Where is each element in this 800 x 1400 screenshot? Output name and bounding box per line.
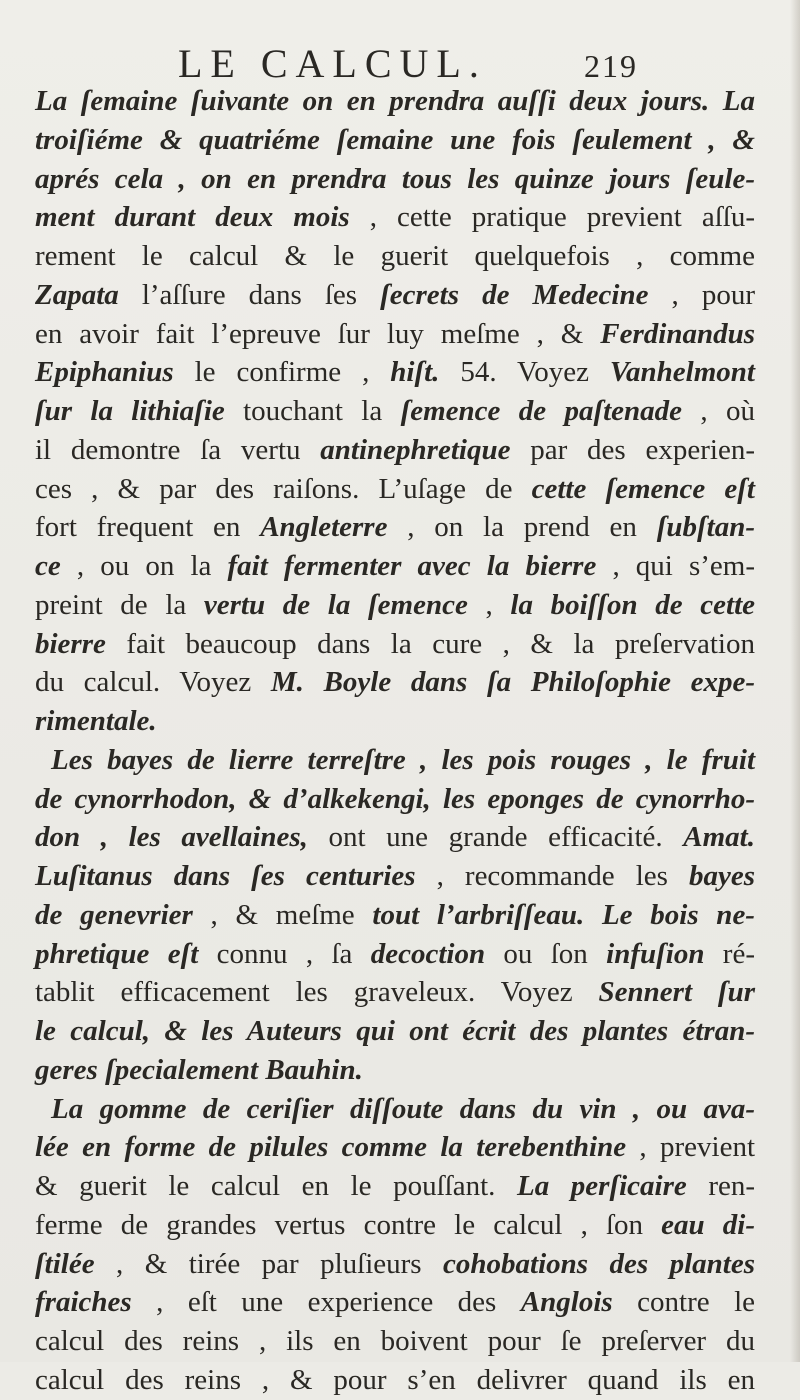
- text-line: [35, 121, 755, 160]
- text-segment: , ou on la: [60, 550, 228, 582]
- text-line: [35, 1245, 755, 1284]
- italic-segment: ſemence de paſtenade: [400, 395, 683, 427]
- italic-segment: ce: [35, 550, 61, 582]
- text-line: [35, 1167, 755, 1206]
- italic-segment: ſecrets de Medecine: [380, 278, 649, 311]
- text-line: [35, 663, 755, 702]
- text-line: [35, 780, 755, 819]
- text-segment: , on la prend en: [387, 511, 657, 544]
- page-header: [178, 40, 638, 88]
- italic-segment: don , les avellaines,: [35, 821, 308, 854]
- text-segment: fait beaucoup dans la cure , & la preſervation: [105, 627, 755, 660]
- italic-segment: la boiſſon de cette: [510, 588, 755, 621]
- text-segment: connu , ſa: [198, 937, 371, 970]
- text-line: [35, 315, 755, 354]
- text-line: [35, 82, 755, 121]
- italic-segment: aprés cela , on en prendra tous les quinze jours ſeule-: [35, 162, 755, 195]
- text-line: [35, 1051, 755, 1090]
- italic-segment: fait fermenter avec la bierre: [227, 550, 597, 582]
- text-segment: preint de la: [35, 588, 204, 621]
- text-segment: , qui s’em-: [596, 550, 755, 582]
- text-segment: , où: [682, 395, 755, 427]
- italic-segment: cohobations des plantes: [443, 1247, 755, 1280]
- text-line: [35, 1283, 755, 1322]
- text-line: [35, 1322, 755, 1361]
- text-line: [35, 1128, 755, 1167]
- text-line: [35, 973, 755, 1012]
- text-segment: par des experien-: [510, 433, 755, 466]
- text-line: [35, 470, 755, 509]
- text-segment: , recommande les: [415, 860, 689, 892]
- text-line: [35, 237, 755, 276]
- text-segment: ces , & par des raiſons. L’uſage de: [35, 472, 532, 505]
- italic-segment: tout l’arbriſſeau. Le bois ne-: [372, 898, 755, 931]
- text-segment: ou ſon: [485, 937, 607, 970]
- text-line: [35, 702, 755, 741]
- text-line: [35, 160, 755, 199]
- text-line: [35, 392, 755, 431]
- italic-segment: ſur la lithiaſie: [35, 395, 225, 427]
- text-line: [35, 935, 755, 974]
- text-segment: en avoir fait l’epreuve ſur luy meſme , &: [35, 317, 601, 350]
- text-line: [35, 198, 755, 237]
- italic-segment: geres ſpecialement Bauhin.: [35, 1053, 363, 1086]
- text-line: [35, 1090, 755, 1129]
- text-line: [35, 276, 755, 315]
- italic-segment: Anglois: [520, 1286, 613, 1319]
- italic-segment: ſubſtan-: [656, 511, 755, 544]
- text-segment: ferme de grandes vertus contre le calcul , ſon: [35, 1208, 662, 1241]
- italic-segment: Ferdinandus: [600, 317, 755, 350]
- text-segment: ,: [467, 588, 511, 621]
- italic-segment: La perſicaire: [517, 1170, 687, 1202]
- italic-segment: vertu de la ſemence: [203, 588, 468, 621]
- text-segment: , previent: [626, 1131, 756, 1164]
- text-line: [35, 1206, 755, 1245]
- italic-segment: de genevrier: [35, 898, 193, 931]
- text-segment: l’aſſure dans ſes: [118, 278, 381, 311]
- text-segment: 54. Voyez: [439, 356, 610, 389]
- italic-segment: Amat.: [683, 821, 755, 854]
- text-line: [35, 353, 755, 392]
- text-segment: contre le: [612, 1286, 756, 1319]
- italic-segment: Zapata: [35, 278, 119, 311]
- text-segment: du calcul. Voyez: [35, 666, 271, 699]
- italic-segment: le calcul, & les Auteurs qui ont écrit des plantes étran-: [35, 1015, 755, 1047]
- text-line: [35, 741, 755, 780]
- italic-segment: Sennert ſur: [598, 976, 755, 1009]
- text-line: [35, 586, 755, 625]
- text-segment: ont une grande efficacité.: [307, 821, 684, 854]
- text-segment: calcul des reins , & pour s’en delivrer quand ils en: [35, 1363, 755, 1396]
- text-segment: , cette pratique previent aſſu-: [349, 201, 755, 234]
- italic-segment: eau di-: [661, 1208, 756, 1241]
- italic-segment: lée en forme de pilules comme la terebenthine: [35, 1131, 627, 1164]
- text-segment: ré-: [704, 937, 755, 970]
- text-segment: touchant la: [224, 395, 401, 427]
- italic-segment: rimentale.: [35, 705, 157, 737]
- italic-segment: Luſitanus dans ſes centuries: [35, 860, 416, 892]
- italic-segment: fraiches: [35, 1286, 132, 1319]
- italic-segment: cette ſemence eſt: [531, 472, 755, 505]
- text-segment: , pour: [648, 278, 755, 311]
- italic-segment: Les bayes de lierre terreſtre , les pois rouges , le fruit: [51, 743, 755, 776]
- text-segment: ren-: [686, 1170, 756, 1202]
- text-segment: rement le calcul & le guerit quelquefois , comme: [35, 240, 755, 272]
- text-segment: fort frequent en: [35, 511, 261, 544]
- italic-segment: antinephretique: [320, 433, 511, 466]
- italic-segment: La gomme de ceriſier diſſoute dans du vin , ou ava-: [51, 1092, 755, 1125]
- text-segment: le confirme ,: [173, 356, 391, 389]
- italic-segment: La ſemaine ſuivante on en prendra auſſi deux jours. La: [35, 85, 755, 117]
- italic-segment: hiſt.: [390, 356, 440, 389]
- italic-segment: decoction: [370, 937, 486, 970]
- italic-segment: M. Boyle dans ſa Philoſophie expe-: [270, 666, 756, 699]
- body-text: [35, 82, 755, 1400]
- page-edge-shadow: [790, 0, 800, 1362]
- italic-segment: Vanhelmont: [609, 356, 755, 389]
- text-line: [35, 625, 755, 664]
- text-line: [35, 1361, 755, 1400]
- italic-segment: bierre: [35, 627, 106, 660]
- text-line: [35, 508, 755, 547]
- text-segment: , eſt une experience des: [131, 1286, 521, 1319]
- text-line: [35, 818, 755, 857]
- running-head: LE CALCUL.: [178, 41, 487, 86]
- italic-segment: infuſion: [606, 937, 705, 970]
- text-segment: , & tirée par pluſieurs: [94, 1247, 444, 1280]
- text-segment: calcul des reins , ils en boivent pour ſe preſerver du: [35, 1325, 755, 1357]
- text-segment: il demontre ſa vertu: [35, 433, 321, 466]
- italic-segment: troiſiéme & quatriéme ſemaine une fois ſeulement , &: [35, 123, 755, 156]
- text-line: [35, 896, 755, 935]
- text-segment: & guerit le calcul en le pouſſant.: [35, 1170, 517, 1202]
- text-segment: tablit efficacement les graveleux. Voyez: [35, 976, 599, 1009]
- italic-segment: phretique eſt: [35, 937, 199, 970]
- italic-segment: bayes: [688, 860, 755, 892]
- italic-segment: de cynorrhodon, & d’alkekengi, les eponges de cynorrho-: [35, 782, 755, 815]
- text-segment: , & meſme: [192, 898, 373, 931]
- italic-segment: Epiphanius: [35, 356, 174, 389]
- italic-segment: Angleterre: [260, 511, 388, 544]
- text-line: [35, 547, 755, 586]
- italic-segment: ſtilée: [35, 1247, 95, 1280]
- text-line: [35, 431, 755, 470]
- italic-segment: ment durant deux mois: [35, 201, 350, 234]
- page-number: 219: [584, 48, 638, 84]
- text-line: [35, 857, 755, 896]
- text-line: [35, 1012, 755, 1051]
